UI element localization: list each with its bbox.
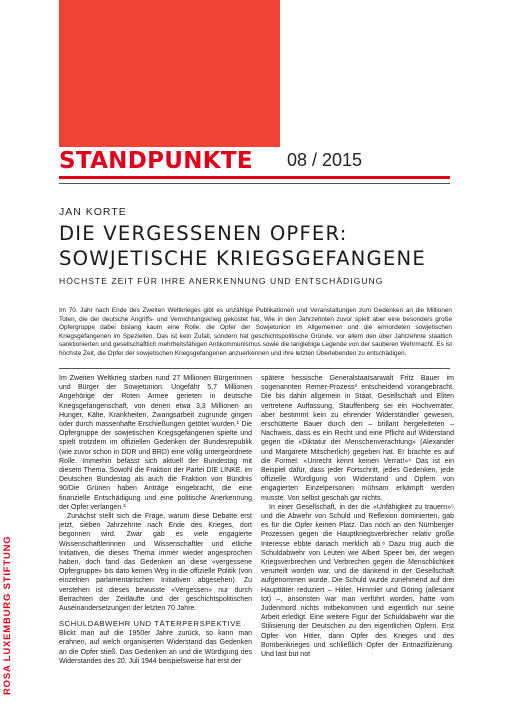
dark-divider — [59, 183, 450, 184]
red-color-block — [59, 0, 280, 147]
rosa-luxemburg-stiftung-logo: ROSA LUXEMBURG STIFTUNG — [2, 535, 13, 695]
left-column — [59, 374, 252, 666]
title-line-2: SOWJETISCHE KRIEGSGEFANGENE — [59, 247, 426, 270]
paragraph: spätere hessische Generalstaatsanwalt Fritz Bauer im sogenannten Remer-Prozess³ entscheidend vorangebracht. Die bis dahin allgemein in Staat, Gesellschaft und Eliten vertretene Auffassung, Stauffenberg sei ein Hochverräter, aber bestimmt kein zu ehrender Widerständler gewesen, erschütterte Bauer durch den – brillant hergeleiteten – Nachweis, dass es ein Recht und eine Pflicht auf Widerstand gegen die «Diktatur der Menschenverachtung» (Alexander und Margarete Mitscherlich) gegeben hat. Er brachte es auf die Formel: «Unrecht kennt keinen Verrat!»⁴ Das ist ein Beispiel dafür, dass jeder Fortschritt, jedes Gedenken, jede offizielle Würdigung von Widerstand und Opfern von engagierten Einzelpersonen mühsam erkämpft werden musste. Von selbst geschah gar nichts. — [261, 375, 454, 502]
page-title — [59, 221, 426, 271]
red-divider — [59, 176, 450, 179]
paragraph: Im Zweiten Weltkrieg starben rund 27 Millionen Bürgerinnen und Bürger der Sowjetunion. Ungefähr 5,7 Millionen Angehörige der Roten Armee gerieten in deutsche Kriegsgefangenschaft, von denen etwa 3,3 Millionen an Hunger, Kälte, Krankheiten, Zwangsarbeit zugrunde gingen oder durch massenhafte Erschießungen getötet wurden.¹ Die Opfergruppe der sowjetischen Kriegsgefangenen spielte und spielt trotzdem im offiziellen Gedenken der Bundesrepublik (wie zuvor schon in DDR und BRD) eine völlig untergeordnete Rolle. Immerhin befasst sich aktuell der Bundestag mit diesem Thema. Sowohl die Fraktion der Partei DIE LINKE. im Deutschen Bundestag als auch die Fraktion von Bündnis 90/Die Grünen haben Anträge eingebracht, die eine finanzielle Entschädigung und eine politische Anerkennung der Opfer verlangen.² — [59, 375, 252, 511]
paragraph: In einer Gesellschaft, in der die «Unfähigkeit zu trauern»⁵ und die Abwehr von Schuld und Reflexion dominierten, gab es für die Opfer keinen Platz. Das noch an den Nürnberger Prozessen gegen die Hauptkriegsverbrecher relativ große Interesse ebbte danach merklich ab.⁶ Dazu trug auch die Schuldabwehr von Leuten wie Albert Speer bei, der wegen Kriegsverbrechen und Verbrechen gegen die Menschlichkeit verurteilt worden war, und die dankend in der Gesellschaft aufgenommen wurde. Die Schuld wurde zunehmend auf drei Haupttäter reduziert – Hitler, Himmler und Göring (allesamt tot) –, ansonsten war man verführt worden, hatte vom Judenmord nichts mitbekommen und eigentlich nur seine Arbeit erledigt. Eine weitere Figur der Schuldabwehr war die Stilisierung der Deutschen zu den eigentlichen Opfern. Erst Opfer von Hitler, dann Opfer des Krieges und des Bombenkrieges und schließlich Opfer der Entnazifizierung. Und last but not — [261, 503, 454, 659]
series-title: STANDPUNKTE — [59, 148, 253, 174]
right-column — [261, 374, 454, 659]
paragraph: Blickt man auf die 1950er Jahre zurück, so kann man erahnen, auf welch organisierten Widerstand das Gedenken an die Opfer stieß. Das Gedenken an und die Würdigung des Widerstandes des 20. Juli 1944 beispielsweise hat erst der — [59, 630, 252, 665]
section-divider — [59, 368, 450, 369]
abstract-text: Im 70. Jahr nach Ende des Zweiten Weltkrieges gibt es unzählige Publikationen und Veranstaltungen zum Gedenken an die Millionen Toten, die der deutsche Angriffs- und Vernichtungskrieg gekostet hat. Wie in den Jahrzehnten zuvor spielt aber eine besonders große Opfergruppe dabei bislang kaum eine Rolle: die Opfer der Sowjetunion im Allgemeinen und die ermordeten sowjetischen Kriegsgefangenen im Speziellen. Das ist kein Zufall, sondern hat geschichtspolitische Gründe, vor allem den über Jahrzehnte staatlich sanktionierten und gesellschaftlich mehrheitsfähigen Antikommunismus sowie die langlebige Legende von der sauberen Wehrmacht. Es ist höchste Zeit, die Opfer der sowjetischen Kriegsgefangenen anzuerkennen und ihre letzten Überlebenden zu entschädigen. — [59, 307, 452, 357]
paragraph: Zunächst stellt sich die Frage, warum diese Debatte erst jetzt, sieben Jahrzehnte nach Ende des Krieges, dort begonnen wird. Zwar gab es viele engagierte Wissenschaftlerinnen und Wissenschaftler und etliche Initiativen, die dieses Thema immer wieder angesprochen haben, doch fand das Gedenken an diese «vergessene Opfergruppe» bis dato keinen Weg in die offizielle Politik (von einzelnen parlamentarischen Initiativen abgesehen). Zu verstehen ist dieses bewusste «Vergessen» nur durch Betrachten der Zeitläufte und der geschichtspolitischen Auseinandersetzungen der letzten 70 Jahre. — [59, 513, 252, 613]
page-subtitle: HÖCHSTE ZEIT FÜR IHRE ANERKENNUNG UND ENTSCHÄDIGUNG — [59, 276, 384, 286]
section-heading: SCHULDABWEHR UND TÄTERPERSPEKTIVE — [59, 619, 242, 629]
issue-number: 08 / 2015 — [287, 150, 363, 170]
author-name: JAN KORTE — [59, 206, 127, 218]
title-line-1: DIE VERGESSENEN OPFER: — [59, 222, 348, 245]
